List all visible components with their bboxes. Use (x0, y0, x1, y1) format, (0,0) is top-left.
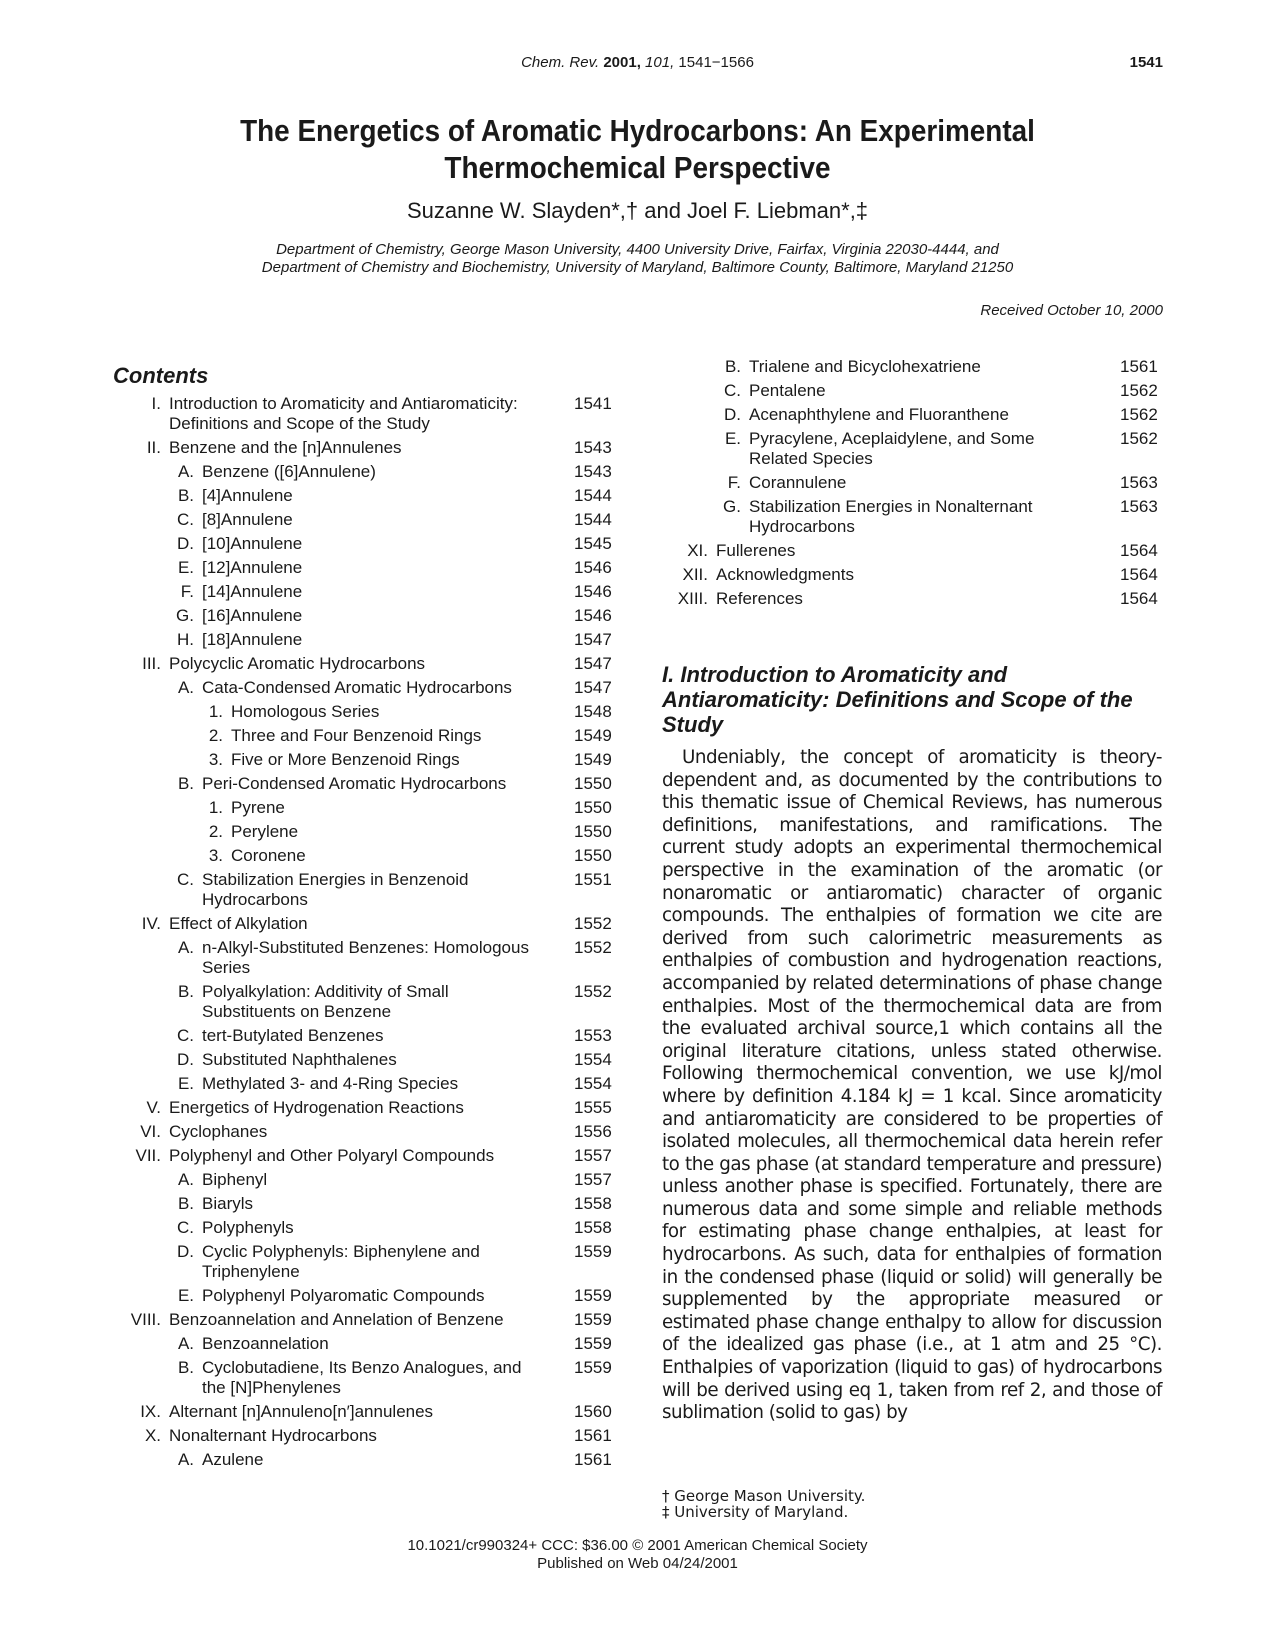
toc-entry-number: II. (146, 438, 161, 457)
toc-entry-page: 1559 (574, 1286, 612, 1305)
contents-heading: Contents (113, 363, 209, 388)
toc-entry-number: E. (177, 558, 194, 577)
toc-entry-title[interactable]: Polyphenyl and Other Polyaryl Compounds (169, 1146, 495, 1165)
page-footer (0, 1537, 1275, 1573)
toc-entry-page: 1562 (1120, 429, 1158, 448)
toc-entry-title-continued[interactable]: Definitions and Scope of the Study (169, 414, 430, 433)
toc-entry-number: 3. (208, 750, 223, 769)
footer-doi-copyright: 10.1021/cr990324+ CCC: $36.00 © 2001 American Chemical Society (407, 1537, 868, 1554)
toc-entry-page: 1544 (574, 486, 612, 505)
toc-entry-page: 1553 (574, 1026, 612, 1045)
toc-entry-number: XIII. (677, 589, 708, 608)
toc-entry-number: 1. (208, 702, 223, 721)
author-line (0, 198, 1275, 224)
toc-entry-page: 1541 (574, 394, 612, 413)
toc-entry-title[interactable]: References (716, 589, 803, 608)
toc-entry-title[interactable]: Polycyclic Aromatic Hydrocarbons (169, 654, 426, 673)
toc-entry-page: 1557 (574, 1146, 612, 1165)
received-date: Received October 10, 2000 (980, 302, 1163, 319)
toc-entry-number: B. (177, 1194, 194, 1213)
footnotes (662, 1488, 865, 1520)
toc-entry-number: D. (724, 405, 741, 424)
toc-entry-title[interactable]: Nonalternant Hydrocarbons (169, 1426, 377, 1445)
toc-entry-page: 1562 (1120, 405, 1158, 424)
toc-entry-number: C. (177, 870, 194, 889)
toc-entry-page: 1550 (574, 846, 612, 865)
toc-entry-title[interactable]: Perylene (231, 822, 299, 841)
journal-name: Chem. Rev. (521, 54, 600, 71)
toc-entry-page: 1563 (1120, 473, 1158, 492)
toc-entry-page: 1558 (574, 1218, 612, 1237)
toc-entry-number: IX. (140, 1402, 161, 1421)
toc-entry-page: 1549 (574, 726, 612, 745)
toc-entry-page: 1564 (1120, 589, 1158, 608)
toc-entry-title-continued[interactable]: Hydrocarbons (202, 890, 308, 909)
toc-entry-number: V. (146, 1098, 161, 1117)
toc-entry-page: 1545 (574, 534, 612, 553)
toc-entry-page: 1559 (574, 1310, 612, 1329)
toc-entry-title[interactable]: Pyrene (231, 798, 285, 817)
toc-entry-page: 1547 (574, 630, 612, 649)
toc-entry-title[interactable]: Biaryls (202, 1194, 254, 1213)
toc-entry-page: 1559 (574, 1242, 612, 1261)
toc-entry-title[interactable]: Three and Four Benzenoid Rings (231, 726, 482, 745)
toc-entry-page: 1558 (574, 1194, 612, 1213)
toc-entry-title[interactable]: Polyphenyls (202, 1218, 294, 1237)
toc-entry-title[interactable]: [10]Annulene (202, 534, 303, 553)
toc-entry-title-continued[interactable]: Substituents on Benzene (202, 1002, 392, 1021)
toc-entry-number: 3. (208, 846, 223, 865)
toc-entry-number: C. (177, 510, 194, 529)
toc-entry-page: 1554 (574, 1050, 612, 1069)
toc-entry-title[interactable]: [18]Annulene (202, 630, 303, 649)
page-number: 1541 (1129, 54, 1163, 71)
toc-entry-title[interactable]: Effect of Alkylation (169, 914, 308, 933)
toc-entry-page: 1559 (574, 1334, 612, 1353)
toc-entry-title[interactable]: Polyphenyl Polyaromatic Compounds (202, 1286, 485, 1305)
toc-entry-page: 1546 (574, 606, 612, 625)
toc-entry-number: B. (177, 774, 194, 793)
toc-entry-number: A. (177, 938, 194, 957)
toc-entry-title-continued[interactable]: Triphenylene (202, 1262, 300, 1281)
toc-entry-number: XI. (687, 541, 708, 560)
toc-entry-number: B. (724, 357, 741, 376)
toc-entry-page: 1549 (574, 750, 612, 769)
running-head (0, 54, 1275, 71)
toc-entry-page: 1559 (574, 1358, 612, 1377)
toc-entry-number: I. (151, 394, 161, 413)
toc-entry-page: 1564 (1120, 565, 1158, 584)
toc-entry-number: E. (724, 429, 741, 448)
author-2: Joel F. Liebman*,‡ (687, 198, 869, 223)
toc-entry-title[interactable]: Cata-Condensed Aromatic Hydrocarbons (202, 678, 512, 697)
toc-entry-title[interactable]: Fullerenes (716, 541, 796, 560)
toc-entry-title[interactable]: Stabilization Energies in Benzenoid (202, 870, 469, 889)
toc-entry-title[interactable]: Peri-Condensed Aromatic Hydrocarbons (202, 774, 507, 793)
toc-entry-title[interactable]: Polyalkylation: Additivity of Small (202, 982, 449, 1001)
section-heading: I. Introduction to Aromaticity and Antiaromaticity: Definitions and Scope of the Study (662, 662, 1133, 737)
toc-entry-number: D. (177, 1242, 194, 1261)
toc-entry-number: G. (723, 497, 741, 516)
toc-entry-title[interactable]: [14]Annulene (202, 582, 303, 601)
toc-entry-page: 1561 (1120, 357, 1158, 376)
toc-entry-number: C. (177, 1218, 194, 1237)
toc-entry-page: 1564 (1120, 541, 1158, 560)
toc-entry-page: 1554 (574, 1074, 612, 1093)
toc-entry-number: XII. (682, 565, 708, 584)
toc-entry-page: 1556 (574, 1122, 612, 1141)
toc-entry-title[interactable]: Coronene (231, 846, 306, 865)
footer-publication-date: Published on Web 04/24/2001 (537, 1555, 738, 1572)
toc-entry-title[interactable]: Benzoannelation (202, 1334, 329, 1353)
toc-entry-number: 2. (208, 822, 223, 841)
toc-entry-title[interactable]: Benzene and the [n]Annulenes (169, 438, 402, 457)
toc-entry-title[interactable]: tert-Butylated Benzenes (202, 1026, 384, 1045)
toc-entry-title[interactable]: n-Alkyl-Substituted Benzenes: Homologous (202, 938, 529, 957)
toc-entry-page: 1543 (574, 462, 612, 481)
toc-entry-page: 1561 (574, 1426, 612, 1445)
toc-entry-title-continued[interactable]: Hydrocarbons (749, 517, 855, 536)
toc-entry-page: 1562 (1120, 381, 1158, 400)
toc-entry-number: H. (177, 630, 194, 649)
toc-entry-number: G. (176, 606, 194, 625)
toc-entry-title[interactable]: Introduction to Aromaticity and Antiaromaticity: (169, 394, 518, 413)
toc-entry-title[interactable]: Five or More Benzenoid Rings (231, 750, 460, 769)
toc-entry-title[interactable]: Acenaphthylene and Fluoranthene (749, 405, 1009, 424)
toc-entry-page: 1560 (574, 1402, 612, 1421)
toc-entry-number: A. (177, 462, 194, 481)
toc-entry-number: A. (177, 678, 194, 697)
toc-entry-number: A. (177, 1334, 194, 1353)
toc-entry-title[interactable]: Cyclobutadiene, Its Benzo Analogues, and (202, 1358, 522, 1377)
toc-entry-page: 1557 (574, 1170, 612, 1189)
journal-year: 2001, (603, 54, 641, 71)
toc-entry-page: 1546 (574, 558, 612, 577)
toc-entry-number: C. (724, 381, 741, 400)
toc-entry-page: 1543 (574, 438, 612, 457)
journal-pages: 1541−1566 (678, 54, 754, 71)
author-1: Suzanne W. Slayden*,† (406, 198, 639, 223)
toc-entry-title[interactable]: Acknowledgments (716, 565, 854, 584)
toc-entry-title-continued[interactable]: the [N]Phenylenes (202, 1378, 341, 1397)
toc-entry-title[interactable]: Alternant [n]Annuleno[n′]annulenes (169, 1402, 434, 1421)
toc-entry-page: 1561 (574, 1450, 612, 1469)
toc-entry-page: 1547 (574, 678, 612, 697)
toc-entry-title[interactable]: Benzoannelation and Annelation of Benzene (169, 1310, 504, 1329)
toc-entry-page: 1544 (574, 510, 612, 529)
footnote: ‡ University of Maryland. (662, 1503, 849, 1521)
toc-entry-title[interactable]: Stabilization Energies in Nonalternant (749, 497, 1033, 516)
toc-entry-number: X. (144, 1426, 161, 1445)
toc-entry-title[interactable]: Energetics of Hydrogenation Reactions (169, 1098, 464, 1117)
toc-entry-number: D. (177, 1050, 194, 1069)
toc-entry-title[interactable]: Trialene and Bicyclohexatriene (749, 357, 981, 376)
toc-entry-title[interactable]: Pyracylene, Aceplaidylene, and Some (749, 429, 1035, 448)
toc-entry-title[interactable]: Cyclophanes (169, 1122, 268, 1141)
toc-entry-page: 1550 (574, 798, 612, 817)
toc-entry-page: 1552 (574, 914, 612, 933)
toc-entry-number: VII. (135, 1146, 161, 1165)
toc-entry-number: A. (177, 1450, 194, 1469)
toc-entry-title[interactable]: Methylated 3- and 4-Ring Species (202, 1074, 459, 1093)
toc-entry-page: 1555 (574, 1098, 612, 1117)
affiliation-line: Department of Chemistry, George Mason University, 4400 University Drive, Fairfax, Virginia 22030-4444, and (276, 241, 999, 258)
article-title: The Energetics of Aromatic Hydrocarbons: An Experimental Thermochemical Perspective (240, 113, 1035, 185)
toc-entry-number: E. (177, 1074, 194, 1093)
body-paragraph: Undeniably, the concept of aromaticity is theory-dependent and, as documented by the contributions to this thematic issue of Chemical Reviews, has numerous definitions, manifestations, and ramifications. The current study adopts an experimental thermochemical perspective in the examination of the aromatic (or nonaromatic or antiaromatic) character of organic compounds. The enthalpies of formation we cite are derived from such calorimetric measurements as enthalpies of combustion and hydrogenation reactions, accompanied by related determinations of phase change enthalpies. Most of the thermochemical data are from the evaluated archival source,1 which contains all the original literature citations, unless stated otherwise. Following thermochemical convention, we use kJ/mol where by definition 4.184 kJ = 1 kcal. Since aromaticity and antiaromaticity are considered to be properties of isolated molecules, all thermochemical data herein refer to the gas phase (at standard temperature and pressure) unless another phase is specified. Fortunately, there are numerous data and some simple and reliable methods for estimating phase change enthalpies, at least for hydrocarbons. As such, data for enthalpies of formation in the condensed phase (liquid or solid) will generally be supplemented by the appropriate measured or estimated phase change enthalpy to allow for discussion of the idealized gas phase (i.e., at 1 atm and 25 °C). Enthalpies of vaporization (liquid to gas) of hydrocarbons will be derived using eq 1, taken from ref 2, and those of sublimation (solid to gas) by (662, 747, 1162, 1424)
toc-entry-page: 1547 (574, 654, 612, 673)
footnote: † George Mason University. (662, 1487, 866, 1505)
toc-entry-page: 1552 (574, 982, 612, 1001)
toc-entry-title[interactable]: [8]Annulene (202, 510, 293, 529)
toc-entry-page: 1546 (574, 582, 612, 601)
toc-entry-number: D. (177, 534, 194, 553)
toc-entry-number: B. (177, 486, 194, 505)
toc-entry-number: E. (177, 1286, 194, 1305)
toc-entry-number: F. (180, 582, 194, 601)
toc-entry-number: VIII. (130, 1310, 161, 1329)
toc-entry-number: III. (142, 654, 161, 673)
toc-entry-title[interactable]: Azulene (202, 1450, 264, 1469)
journal-volume: 101, (645, 54, 675, 71)
toc-entry-title[interactable]: Substituted Naphthalenes (202, 1050, 397, 1069)
toc-entry-number: A. (177, 1170, 194, 1189)
toc-entry-title[interactable]: [16]Annulene (202, 606, 303, 625)
toc-entry-title[interactable]: [4]Annulene (202, 486, 293, 505)
toc-entry-number: IV. (141, 914, 161, 933)
toc-entry-number: 2. (208, 726, 223, 745)
affiliation-line: Department of Chemistry and Biochemistry, University of Maryland, Baltimore County, Baltimore, Maryland 21250 (261, 259, 1014, 276)
toc-entry-title[interactable]: Benzene ([6]Annulene) (202, 462, 376, 481)
affiliations (0, 241, 1275, 277)
toc-entry-number: B. (177, 982, 194, 1001)
toc-entry-page: 1550 (574, 822, 612, 841)
toc-entry-page: 1563 (1120, 497, 1158, 516)
toc-entry-page: 1551 (574, 870, 612, 889)
toc-entry-number: C. (177, 1026, 194, 1045)
toc-entry-page: 1550 (574, 774, 612, 793)
toc-entry-title[interactable]: [12]Annulene (202, 558, 303, 577)
toc-entry-number: VI. (140, 1122, 161, 1141)
toc-entry-title-continued[interactable]: Series (202, 958, 251, 977)
toc-entry-page: 1552 (574, 938, 612, 957)
author-conjunction: and (638, 198, 688, 223)
toc-entry-title[interactable]: Homologous Series (231, 702, 380, 721)
toc-entry-title[interactable]: Corannulene (749, 473, 847, 492)
toc-entry-title[interactable]: Pentalene (749, 381, 826, 400)
toc-entry-title[interactable]: Cyclic Polyphenyls: Biphenylene and (202, 1242, 480, 1261)
toc-entry-title[interactable]: Biphenyl (202, 1170, 268, 1189)
toc-entry-number: B. (177, 1358, 194, 1377)
toc-entry-title-continued[interactable]: Related Species (749, 449, 873, 468)
toc-entry-number: 1. (208, 798, 223, 817)
toc-entry-number: F. (727, 473, 741, 492)
toc-entry-page: 1548 (574, 702, 612, 721)
